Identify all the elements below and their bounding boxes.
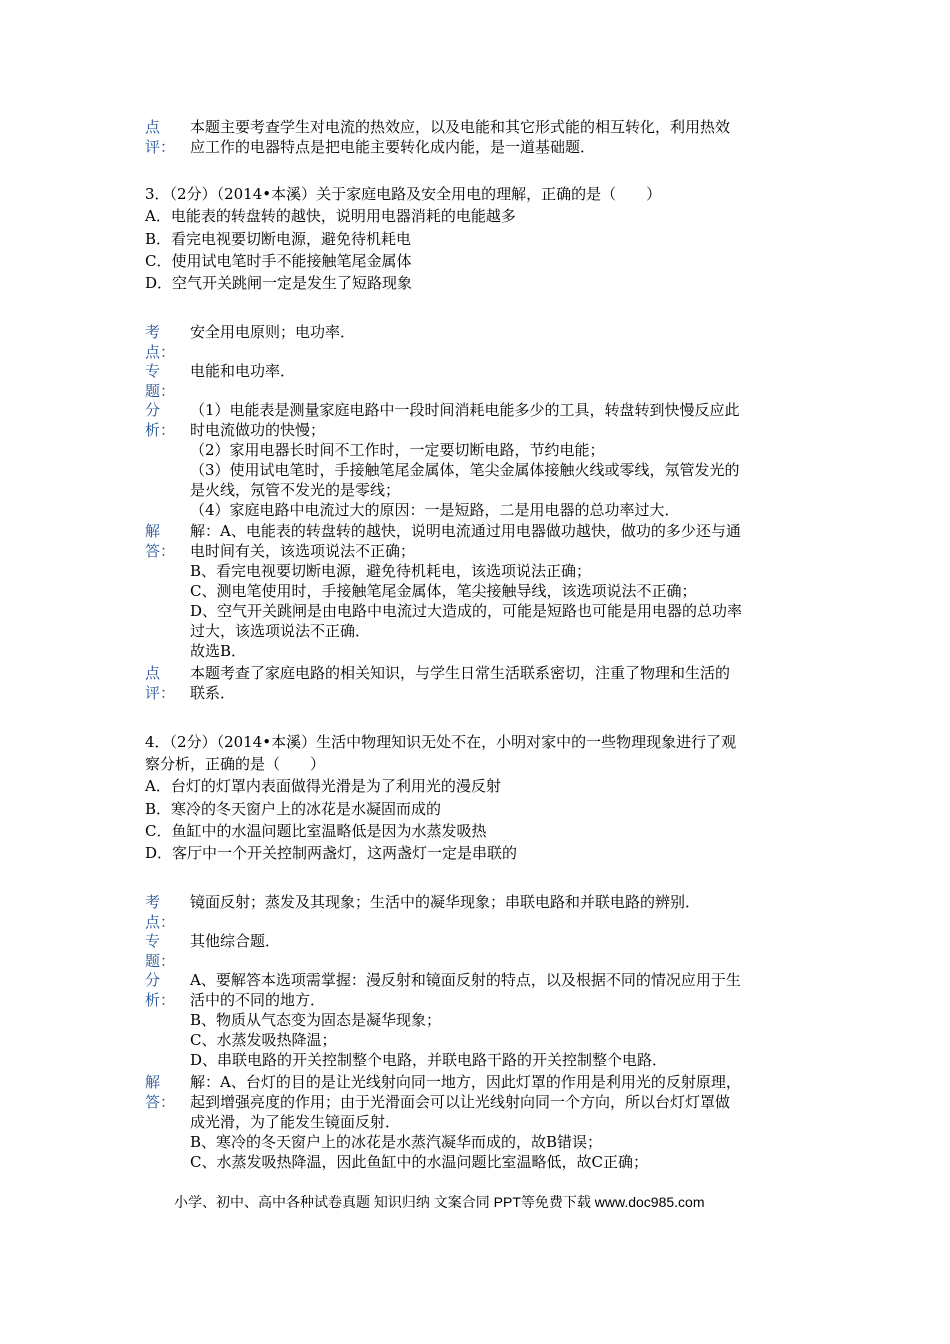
section-label-jieda: 解 答： [145,1073,176,1111]
section-label-kaodian: 考 点： [145,893,176,931]
section-label-zhuanti: 专 题： [145,362,176,400]
section-label-zhuanti: 专 题： [145,932,176,970]
question-3-option-d: D．空气开关跳闸一定是发生了短路现象 [145,274,413,292]
section-label-dianping: 点 评： [145,664,176,702]
question-4-option-d: D．客厅中一个开关控制两盏灯，这两盏灯一定是串联的 [145,844,518,862]
question-4-option-c: C．鱼缸中的水温问题比室温略低是因为水蒸发吸热 [145,822,487,840]
fenxi-text: A、要解答本选项需掌握：漫反射和镜面反射的特点，以及根据不同的情况应用于生 活中的不同的地方． B、物质从气态变为固态是凝华现象； C、水蒸发吸热降温； D、串联电路的开关控制整个电路，并联电路干路的开关控制整个电路． [190,971,741,1069]
zhuanti-text: 电能和电功率． [190,362,296,380]
fenxi-text: （1）电能表是测量家庭电路中一段时间消耗电能多少的工具，转盘转到快慢反应此 时电流做功的快慢； （2）家用电器长时间不工作时，一定要切断电路，节约电能； （3）使用试电笔时，手接触笔尾金属体，笔尖金属体接触火线或零线，氖管发光的 是火线，氖管不发光的是零线； （4）家庭电路中电流过大的原因：一是短路，二是用电器的总功率过大． [190,401,740,519]
question-3-option-b: B．看完电视要切断电源，避免待机耗电 [145,230,412,248]
question-4-stem: 4．（2分）（2014•本溪）生活中物理知识无处不在，小明对家中的一些物理现象进行了观 察分析，正确的是（ ） [145,733,737,773]
dianping-text: 本题考查了家庭电路的相关知识，与学生日常生活联系密切，注重了物理和生活的 联系． [190,664,731,702]
kaodian-text: 镜面反射；蒸发及其现象；生活中的凝华现象；串联电路和并联电路的辨别． [190,893,701,911]
question-4-option-a: A．台灯的灯罩内表面做得光滑是为了利用光的漫反射 [145,777,501,795]
section-label-fenxi: 分 析： [145,401,176,439]
question-4-option-b: B．寒冷的冬天窗户上的冰花是水凝固而成的 [145,800,442,818]
section-label-comment: 点 评： [145,118,176,156]
section-label-fenxi: 分 析： [145,971,176,1009]
section-label-kaodian: 考 点： [145,323,176,361]
page-footer: 小学、初中、高中各种试卷真题 知识归纳 文案合同 PPT等免费下载 www.doc985.com [174,1194,705,1210]
comment-text: 本题主要考查学生对电流的热效应，以及电能和其它形式能的相互转化，利用热效 应工作的电器特点是把电能主要转化成内能，是一道基础题． [190,118,731,156]
zhuanti-text: 其他综合题． [190,932,281,950]
kaodian-text: 安全用电原则；电功率． [190,323,356,341]
question-3-stem: 3．（2分）（2014•本溪）关于家庭电路及安全用电的理解，正确的是（ ） [145,185,662,203]
section-label-jieda: 解 答： [145,522,176,560]
question-3-option-a: A．电能表的转盘转的越快，说明用电器消耗的电能越多 [145,207,516,225]
question-3-option-c: C．使用试电笔时手不能接触笔尾金属体 [145,252,412,270]
jieda-text: 解：A、电能表的转盘转的越快，说明电流通过用电器做功越快，做功的多少还与通 电时间有关，该选项说法不正确； B、看完电视要切断电源，避免待机耗电，该选项说法正确； C、测电笔使用时，手接触笔尾金属体，笔尖接触导线，该选项说法不正确； D、空气开关跳闸是由电路中电流过大造成的，可能是短路也可能是用电器的总功率 过大，该选项说法不正确． 故选B． [190,522,743,660]
jieda-text: 解：A、台灯的目的是让光线射向同一地方，因此灯罩的作用是利用光的反射原理， 起到增强亮度的作用；由于光滑面会可以让光线射向同一个方向，所以台灯灯罩做 成光滑，为了能发生镜面反射． B、寒冷的冬天窗户上的冰花是水蒸汽凝华而成的，故B错误； C、水蒸发吸热降温，因此鱼缸中的水温问题比室温略低，故C正确； [190,1073,741,1171]
